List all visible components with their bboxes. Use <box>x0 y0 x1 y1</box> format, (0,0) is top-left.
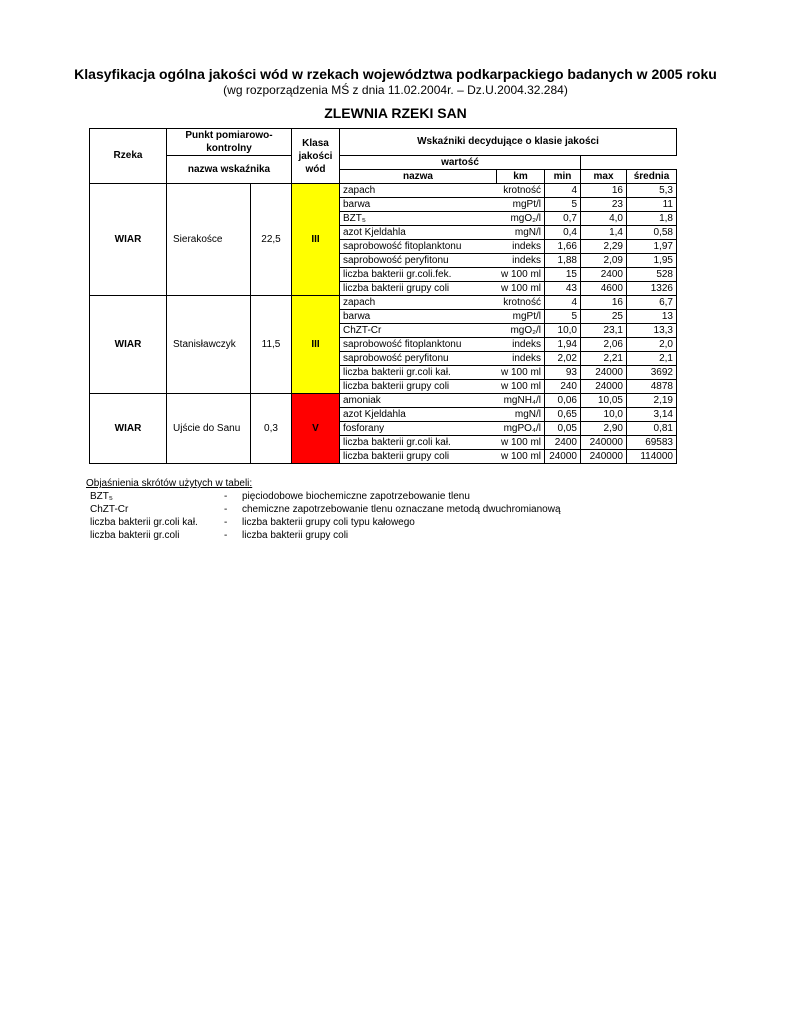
indicator-unit: krotność <box>497 296 545 310</box>
value-min: 0,7 <box>545 212 581 226</box>
value-max: 24000 <box>581 366 627 380</box>
indicator-name: ChZT-Cr <box>340 324 497 338</box>
station-name: Stanisławczyk <box>167 296 251 394</box>
header-punkt-km: km <box>497 170 545 184</box>
value-avg: 0,58 <box>627 226 677 240</box>
header-nazwa-wskaznika: nazwa wskaźnika <box>167 156 292 184</box>
value-avg: 1326 <box>627 282 677 296</box>
indicator-unit: w 100 ml <box>497 450 545 464</box>
river-name: WIAR <box>90 394 167 464</box>
indicator-unit: indeks <box>497 254 545 268</box>
legend-desc: liczba bakterii grupy coli typu kałowego <box>242 517 415 528</box>
legend <box>86 478 561 542</box>
value-avg: 1,8 <box>627 212 677 226</box>
table-body <box>90 184 677 464</box>
value-avg: 5,3 <box>627 184 677 198</box>
river-name: WIAR <box>90 184 167 296</box>
station-km: 11,5 <box>251 296 292 394</box>
legend-dash: - <box>224 517 228 528</box>
indicator-unit: mgN/l <box>497 226 545 240</box>
table-row <box>90 296 677 310</box>
value-max: 2,21 <box>581 352 627 366</box>
value-max: 23 <box>581 198 627 212</box>
legend-desc: liczba bakterii grupy coli <box>242 530 349 541</box>
indicator-name: saprobowość fitoplanktonu <box>340 240 497 254</box>
legend-list <box>86 490 561 542</box>
header-rzeka: Rzeka <box>90 129 167 184</box>
station-name: Sierakośce <box>167 184 251 296</box>
legend-abbr: liczba bakterii gr.coli <box>90 530 180 541</box>
value-min: 0,65 <box>545 408 581 422</box>
legend-dash: - <box>224 530 228 541</box>
value-max: 2400 <box>581 268 627 282</box>
header-punkt: Punkt pomiarowo-kontrolny <box>167 129 292 156</box>
value-avg: 2,1 <box>627 352 677 366</box>
legend-item <box>86 490 561 503</box>
indicator-unit: indeks <box>497 352 545 366</box>
legend-title: Objaśnienia skrótów użytych w tabeli: <box>86 478 253 489</box>
indicator-unit: w 100 ml <box>497 268 545 282</box>
value-min: 24000 <box>545 450 581 464</box>
table-row <box>90 394 677 408</box>
indicator-name: liczba bakterii gr.coli kał. <box>340 436 497 450</box>
value-max: 4,0 <box>581 212 627 226</box>
value-min: 4 <box>545 296 581 310</box>
value-max: 1,4 <box>581 226 627 240</box>
indicator-unit: mgO₂/l <box>497 324 545 338</box>
value-avg: 6,7 <box>627 296 677 310</box>
value-avg: 2,19 <box>627 394 677 408</box>
station-km: 22,5 <box>251 184 292 296</box>
legend-abbr: liczba bakterii gr.coli kał. <box>90 517 198 528</box>
value-avg: 69583 <box>627 436 677 450</box>
indicator-name: azot Kjeldahla <box>340 408 497 422</box>
indicator-name: amoniak <box>340 394 497 408</box>
indicator-unit: w 100 ml <box>497 282 545 296</box>
header-wskazniki: Wskaźniki decydujące o klasie jakości <box>340 129 677 156</box>
indicator-unit: mgPO₄/l <box>497 422 545 436</box>
legend-desc: pięciodobowe biochemiczne zapotrzebowanie tlenu <box>242 491 470 502</box>
value-min: 1,88 <box>545 254 581 268</box>
value-avg: 4878 <box>627 380 677 394</box>
page-subtitle: (wg rozporządzenia MŚ z dnia 11.02.2004r. – Dz.U.2004.32.284) <box>223 83 568 97</box>
value-avg: 2,0 <box>627 338 677 352</box>
quality-class: V <box>292 394 340 464</box>
value-max: 10,0 <box>581 408 627 422</box>
value-min: 2,02 <box>545 352 581 366</box>
value-min: 2400 <box>545 436 581 450</box>
indicator-unit: mgO₂/l <box>497 212 545 226</box>
legend-item <box>86 503 561 516</box>
value-min: 0,06 <box>545 394 581 408</box>
indicator-unit: indeks <box>497 240 545 254</box>
value-avg: 0,81 <box>627 422 677 436</box>
legend-desc: chemiczne zapotrzebowanie tlenu oznaczane metodą dwuchromianową <box>242 504 561 515</box>
value-max: 23,1 <box>581 324 627 338</box>
value-max: 240000 <box>581 436 627 450</box>
indicator-name: liczba bakterii grupy coli <box>340 380 497 394</box>
legend-abbr: BZT₅ <box>90 491 113 502</box>
station-name: Ujście do Sanu <box>167 394 251 464</box>
value-max: 2,29 <box>581 240 627 254</box>
indicator-unit: w 100 ml <box>497 366 545 380</box>
value-min: 4 <box>545 184 581 198</box>
value-max: 10,05 <box>581 394 627 408</box>
value-min: 0,05 <box>545 422 581 436</box>
value-max: 2,90 <box>581 422 627 436</box>
indicator-name: azot Kjeldahla <box>340 226 497 240</box>
indicator-name: saprobowość fitoplanktonu <box>340 338 497 352</box>
header-wartosc: wartość <box>340 156 581 170</box>
value-min: 1,94 <box>545 338 581 352</box>
value-min: 5 <box>545 198 581 212</box>
quality-class: III <box>292 184 340 296</box>
indicator-unit: mgPt/l <box>497 198 545 212</box>
indicator-unit: mgN/l <box>497 408 545 422</box>
header-klasa: Klasa jakości wód <box>292 129 340 184</box>
legend-abbr: ChZT-Cr <box>90 504 129 515</box>
header-max: max <box>581 170 627 184</box>
indicator-unit: w 100 ml <box>497 380 545 394</box>
quality-table <box>89 128 677 464</box>
indicator-unit: w 100 ml <box>497 436 545 450</box>
indicator-name: zapach <box>340 296 497 310</box>
value-avg: 11 <box>627 198 677 212</box>
header-min: min <box>545 170 581 184</box>
indicator-name: liczba bakterii gr.coli.fek. <box>340 268 497 282</box>
value-max: 4600 <box>581 282 627 296</box>
indicator-name: liczba bakterii grupy coli <box>340 282 497 296</box>
table-row <box>90 184 677 198</box>
indicator-name: zapach <box>340 184 497 198</box>
value-min: 1,66 <box>545 240 581 254</box>
station-km: 0,3 <box>251 394 292 464</box>
indicator-unit: mgPt/l <box>497 310 545 324</box>
value-min: 43 <box>545 282 581 296</box>
indicator-name: liczba bakterii grupy coli <box>340 450 497 464</box>
value-max: 25 <box>581 310 627 324</box>
indicator-name: barwa <box>340 310 497 324</box>
value-min: 5 <box>545 310 581 324</box>
indicator-name: saprobowość peryfitonu <box>340 352 497 366</box>
value-max: 24000 <box>581 380 627 394</box>
legend-dash: - <box>224 504 228 515</box>
value-max: 2,06 <box>581 338 627 352</box>
legend-item <box>86 529 561 542</box>
header-punkt-nazwa: nazwa <box>340 170 497 184</box>
value-avg: 1,97 <box>627 240 677 254</box>
value-max: 16 <box>581 296 627 310</box>
value-avg: 1,95 <box>627 254 677 268</box>
value-avg: 13 <box>627 310 677 324</box>
section-title: ZLEWNIA RZEKI SAN <box>324 105 467 121</box>
indicator-name: barwa <box>340 198 497 212</box>
legend-item <box>86 516 561 529</box>
value-avg: 114000 <box>627 450 677 464</box>
header-srednia: średnia <box>627 170 677 184</box>
indicator-name: BZT₅ <box>340 212 497 226</box>
value-max: 2,09 <box>581 254 627 268</box>
river-name: WIAR <box>90 296 167 394</box>
value-min: 93 <box>545 366 581 380</box>
indicator-unit: mgNH₄/l <box>497 394 545 408</box>
page-title: Klasyfikacja ogólna jakości wód w rzekach województwa podkarpackiego badanych w 2005 roku <box>74 66 717 82</box>
value-avg: 3692 <box>627 366 677 380</box>
value-min: 240 <box>545 380 581 394</box>
quality-class: III <box>292 296 340 394</box>
value-avg: 528 <box>627 268 677 282</box>
legend-dash: - <box>224 491 228 502</box>
value-avg: 13,3 <box>627 324 677 338</box>
indicator-name: fosforany <box>340 422 497 436</box>
indicator-name: liczba bakterii gr.coli kał. <box>340 366 497 380</box>
indicator-name: saprobowość peryfitonu <box>340 254 497 268</box>
value-min: 0,4 <box>545 226 581 240</box>
value-min: 15 <box>545 268 581 282</box>
indicator-unit: krotność <box>497 184 545 198</box>
value-avg: 3,14 <box>627 408 677 422</box>
value-max: 16 <box>581 184 627 198</box>
value-min: 10,0 <box>545 324 581 338</box>
value-max: 240000 <box>581 450 627 464</box>
indicator-unit: indeks <box>497 338 545 352</box>
